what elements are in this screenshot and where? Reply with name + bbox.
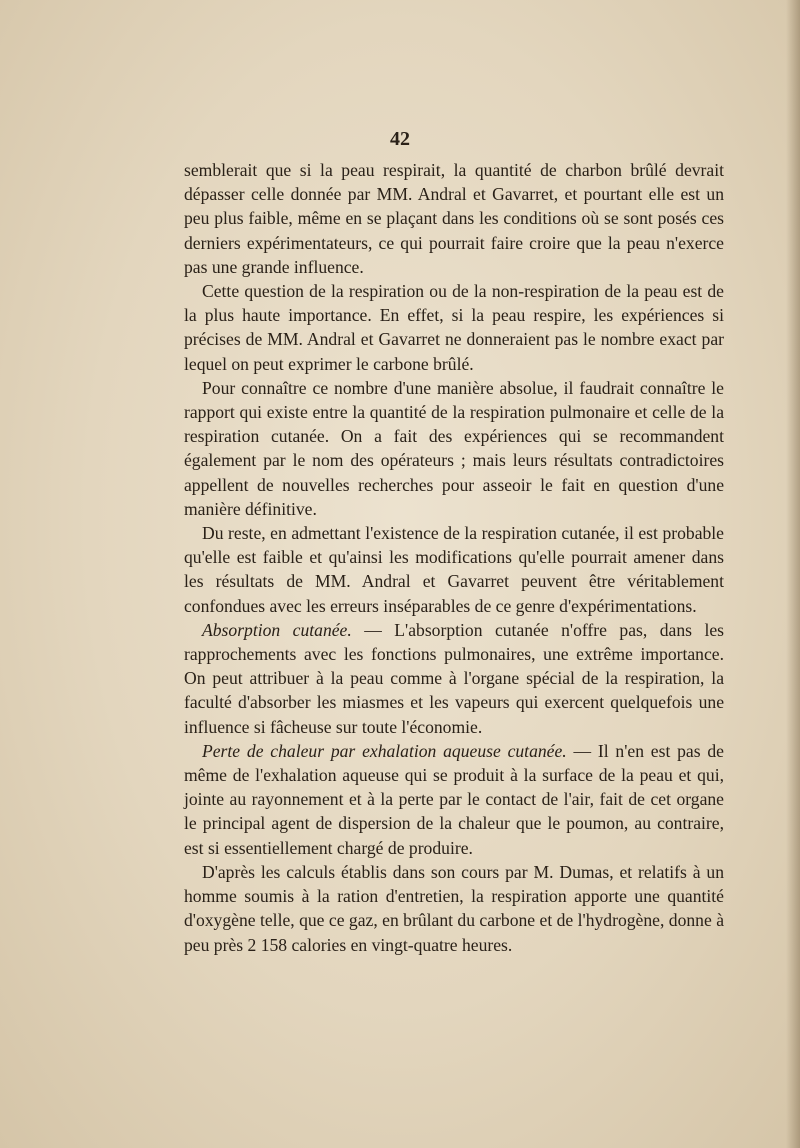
paragraph-5 <box>184 618 724 739</box>
paragraph-2 <box>184 279 724 376</box>
paragraph-text: — Il n'en est pas de même de l'exhalation aqueuse qui se produit à la surface de la peau et qui, jointe au rayonnement et à la perte par le contact de l'air, fait de cet organe le principal agent de dispersion de la chaleur que le poumon, au contraire, est si essentiellement chargé de produire. <box>184 740 724 858</box>
paragraph-text: — L'absorption cutanée n'offre pas, dans les rapprochements avec les fonctions pulmonaires, une extrême importance. On peut attribuer à la peau comme à l'organe spécial de la respiration, la faculté d'absorber les miasmes et les vapeurs qui exercent quelquefois une influence si fâcheuse sur toute l'économie. <box>184 619 724 737</box>
paragraph-3 <box>184 376 724 521</box>
section-heading-absorption: Absorption cutanée. <box>202 619 352 640</box>
section-heading-perte-de-chaleur: Perte de chaleur par exhalation aqueuse cutanée. <box>202 740 567 761</box>
paragraph-text: Pour connaître ce nombre d'une manière absolue, il faudrait connaître le rapport qui existe entre la quantité de la respiration pulmonaire et celle de la respiration cutanée. On a fait des expériences qui se recommandent également par le nom des opérateurs ; mais leurs résultats contradictoires appellent de nouvelles recherches pour asseoir le fait en question d'une manière définitive. <box>184 377 724 519</box>
paragraph-text: Du reste, en admettant l'existence de la respiration cutanée, il est probable qu'elle est faible et qu'ainsi les modifications qu'elle pourrait amener dans les résultats de MM. Andral et Gavarret peuvent être véritablement confondues avec les erreurs inséparables de ce genre d'expérimentations. <box>184 523 724 616</box>
paragraph-4 <box>184 521 724 618</box>
page-number: 42 <box>390 128 410 150</box>
paragraph-text: Cette question de la respiration ou de la non-respiration de la peau est de la plus haute importance. En effet, si la peau respire, les expériences si précises de MM. Andral et Gavarret ne donneraient pas le nombre exact par lequel on peut exprimer le carbone brûlé. <box>184 281 724 374</box>
page-edge-shadow <box>786 0 800 1148</box>
paragraph-text: D'après les calculs établis dans son cours par M. Dumas, et relatifs à un homme soumis à la ration d'entretien, la respiration apporte une quantité d'oxygène telle, que ce gaz, en brûlant du carbone et de l'hydrogène, donne à peu près 2 158 calories en vingt-quatre heures. <box>184 861 724 955</box>
paragraph-6 <box>184 739 724 860</box>
paragraph-text: semblerait que si la peau respirait, la quantité de charbon brûlé devrait dépasser celle donnée par MM. Andral et Gavarret, et pourtant elle est un peu plus faible, même en se plaçant dans les conditions où se sont posés ces derniers expérimentateurs, ce qui pourrait faire croire que la peau n'exerce pas une grande influence. <box>184 160 724 277</box>
paragraph-7 <box>184 860 724 957</box>
body-text <box>184 158 724 957</box>
paragraph-1 <box>184 158 724 279</box>
